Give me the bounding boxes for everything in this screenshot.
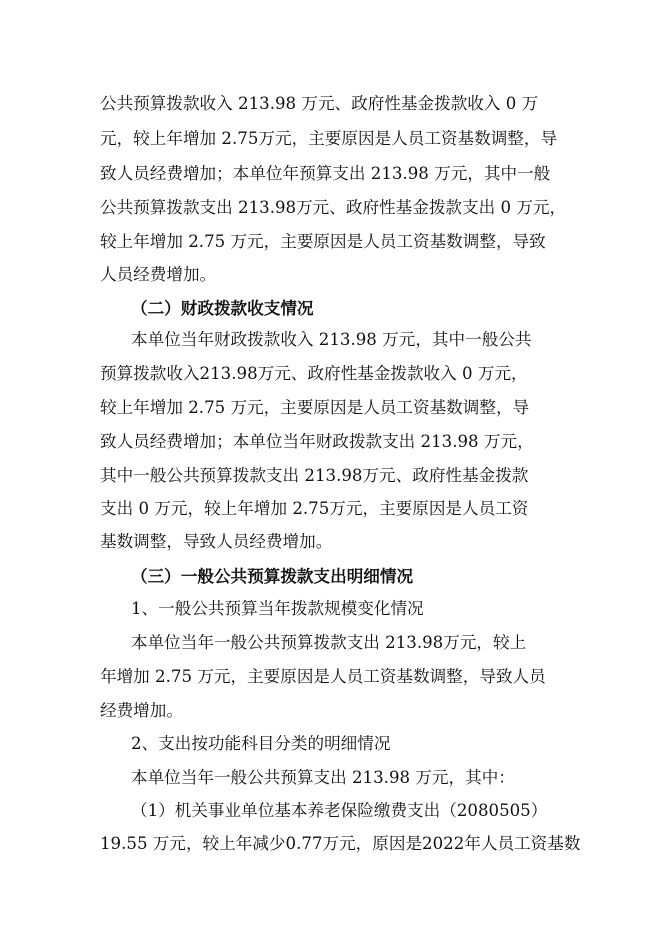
body-line-9: 预算拨款收入213.98万元、政府性基金拨款收入 0 万元， [100,364,528,383]
body-line-17: 本单位当年一般公共预算拨款支出 213.98万元，较上 [131,633,527,652]
body-line-23: 19.55 万元，较上年减少0.77万元，原因是2022年人员工资基数 [100,834,581,853]
subsection-heading-2: 2、支出按功能科目分类的明细情况 [131,734,391,753]
body-line-22: （1）机关事业单位基本养老保险缴费支出（2080505） [131,801,548,820]
body-line-13: 支出 0 万元，较上年增加 2.75万元，主要原因是人员工资 [100,499,529,518]
body-line-5: 较上年增加 2.75 万元，主要原因是人员工资基数调整，导致 [100,232,546,251]
body-line-3: 致人员经费增加；本单位年预算支出 213.98 万元，其中一般 [100,164,551,183]
body-line-4: 公共预算拨款支出 213.98万元、政府性基金拨款支出 0 万元， [100,198,567,217]
body-line-18: 年增加 2.75 万元，主要原因是人员工资基数调整，导致人员 [100,667,546,686]
body-line-10: 较上年增加 2.75 万元，主要原因是人员工资基数调整，导 [100,398,530,417]
section-heading-2: （二）财政拨款收支情况 [131,298,314,318]
body-line-2: 元，较上年增加 2.75万元，主要原因是人员工资基数调整，导 [100,129,558,148]
body-line-21: 本单位当年一般公共预算支出 213.98 万元，其中： [131,768,515,787]
body-line-6: 人员经费增加。 [100,265,217,284]
body-line-12: 其中一般公共预算拨款支出 213.98万元、政府性基金拨款 [100,466,529,485]
body-line-8: 本单位当年财政拨款收入 213.98 万元，其中一般公共 [131,330,532,349]
body-line-19: 经费增加。 [100,701,183,720]
section-heading-3: （三）一般公共预算拨款支出明细情况 [131,566,414,586]
body-line-14: 基数调整，导致人员经费增加。 [100,532,333,551]
subsection-heading-1: 1、一般公共预算当年拨款规模变化情况 [131,599,424,618]
body-line-1: 公共预算拨款收入 213.98 万元、政府性基金拨款收入 0 万 [100,94,539,113]
body-line-11: 致人员经费增加；本单位当年财政拨款支出 213.98 万元， [100,432,534,451]
